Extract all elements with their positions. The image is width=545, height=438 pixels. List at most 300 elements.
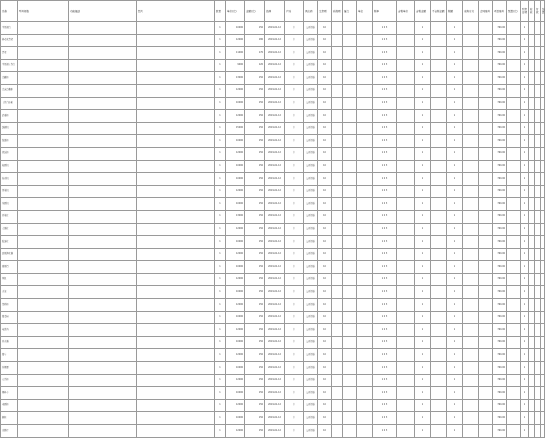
cell-c4: 1 — [521, 299, 529, 312]
cell-c1: 1 — [415, 47, 431, 60]
cell-no: 10 — [318, 210, 332, 223]
cell-empty — [431, 261, 447, 274]
cell-spec — [18, 273, 69, 286]
cell-date: 2019-01-12 — [265, 374, 285, 387]
cell-no: 10 — [318, 22, 332, 35]
cell-c1: 1 — [415, 223, 431, 236]
cell-empty — [463, 59, 479, 72]
cell-empty — [357, 160, 373, 173]
cell-price: 12000 — [226, 185, 245, 198]
cell-empty — [343, 72, 357, 85]
cell-qty: 1 — [215, 412, 226, 425]
cell-empty — [463, 72, 479, 85]
cell-empty — [332, 47, 343, 60]
cell-empty — [507, 185, 521, 198]
cell-mode: 公开招标 — [304, 286, 318, 299]
cell-empty — [541, 349, 545, 362]
cell-empty — [137, 336, 215, 349]
cell-name: 水池 — [1, 286, 18, 299]
cell-c2: 1 — [447, 59, 463, 72]
cell-seq: 1 2 3 — [373, 374, 397, 387]
cell-empty — [397, 110, 415, 123]
cell-empty — [137, 324, 215, 337]
cell-price: 15000 — [226, 122, 245, 135]
cell-no: 10 — [318, 47, 332, 60]
cell-empty — [541, 399, 545, 412]
cell-empty — [541, 387, 545, 400]
cell-empty — [137, 59, 215, 72]
cell-amt: 150 — [245, 185, 265, 198]
cell-empty — [479, 122, 493, 135]
cell-c1: 1 — [415, 97, 431, 110]
cell-empty — [332, 387, 343, 400]
cell-empty — [343, 336, 357, 349]
cell-c4: 1 — [521, 311, 529, 324]
column-header: 验收 — [529, 1, 535, 22]
cell-c3: 760.00 — [493, 22, 507, 35]
cell-empty — [541, 34, 545, 47]
cell-c3: 760.00 — [493, 185, 507, 198]
cell-empty — [479, 336, 493, 349]
cell-spec — [18, 311, 69, 324]
cell-empty — [357, 299, 373, 312]
cell-unit: 个 — [285, 84, 304, 97]
cell-seq: 1 2 3 — [373, 147, 397, 160]
cell-empty — [357, 223, 373, 236]
cell-empty — [463, 34, 479, 47]
cell-spec — [18, 324, 69, 337]
cell-c4: 1 — [521, 412, 529, 425]
cell-price: 12000 — [226, 324, 245, 337]
cell-empty — [137, 210, 215, 223]
cell-no: 10 — [318, 236, 332, 249]
cell-empty — [431, 399, 447, 412]
cell-empty — [332, 34, 343, 47]
cell-empty — [541, 185, 545, 198]
cell-amt: 170 — [245, 47, 265, 60]
cell-qty: 1 — [215, 59, 226, 72]
cell-c2: 1 — [447, 236, 463, 249]
cell-empty — [343, 59, 357, 72]
cell-no: 10 — [318, 173, 332, 186]
cell-empty — [343, 22, 357, 35]
cell-empty — [137, 223, 215, 236]
cell-empty — [431, 248, 447, 261]
table-row — [1, 223, 545, 236]
cell-empty — [397, 210, 415, 223]
cell-empty — [541, 160, 545, 173]
table-row — [1, 261, 545, 274]
cell-unit: 个 — [285, 97, 304, 110]
cell-empty — [332, 22, 343, 35]
cell-empty — [343, 286, 357, 299]
cell-price: 12000 — [226, 34, 245, 47]
cell-spec — [18, 84, 69, 97]
cell-date: 2019-01-12 — [265, 248, 285, 261]
cell-mode: 公开招标 — [304, 248, 318, 261]
cell-empty — [397, 223, 415, 236]
cell-date: 2019-01-12 — [265, 223, 285, 236]
cell-empty — [507, 147, 521, 160]
cell-name: 灭蝇灯 — [1, 425, 18, 438]
cell-empty — [357, 425, 373, 438]
cell-amt: 150 — [245, 324, 265, 337]
cell-empty — [541, 223, 545, 236]
cell-seq: 1 2 3 — [373, 236, 397, 249]
cell-c3: 760.00 — [493, 236, 507, 249]
cell-empty — [507, 336, 521, 349]
cell-desc — [69, 236, 137, 249]
cell-seq: 1 2 3 — [373, 412, 397, 425]
cell-empty — [332, 160, 343, 173]
cell-c4: 1 — [521, 399, 529, 412]
cell-c1: 1 — [415, 311, 431, 324]
table-row — [1, 210, 545, 223]
cell-spec — [18, 336, 69, 349]
cell-unit: 个 — [285, 198, 304, 211]
table-row — [1, 374, 545, 387]
cell-spec — [18, 374, 69, 387]
cell-empty — [541, 47, 545, 60]
cell-c1: 1 — [415, 261, 431, 274]
cell-unit: 个 — [285, 248, 304, 261]
cell-spec — [18, 286, 69, 299]
cell-empty — [463, 311, 479, 324]
cell-empty — [507, 198, 521, 211]
cell-empty — [479, 311, 493, 324]
cell-seq: 1 2 3 — [373, 173, 397, 186]
cell-empty — [357, 362, 373, 375]
cell-empty — [397, 72, 415, 85]
cell-name: 餐车 — [1, 349, 18, 362]
cell-date: 2019-01-12 — [265, 198, 285, 211]
cell-c2: 1 — [447, 374, 463, 387]
cell-mode: 公开招标 — [304, 97, 318, 110]
column-header: 合同编号 — [479, 1, 493, 22]
cell-c4: 1 — [521, 248, 529, 261]
cell-empty — [431, 22, 447, 35]
cell-amt: 150 — [245, 299, 265, 312]
cell-empty — [479, 185, 493, 198]
cell-empty — [397, 135, 415, 148]
cell-qty: 1 — [215, 147, 226, 160]
cell-desc — [69, 362, 137, 375]
cell-unit: 个 — [285, 286, 304, 299]
cell-c3: 760.00 — [493, 273, 507, 286]
cell-unit: 个 — [285, 349, 304, 362]
table-row — [1, 349, 545, 362]
cell-empty — [463, 374, 479, 387]
cell-unit: 个 — [285, 160, 304, 173]
cell-price: 12000 — [226, 84, 245, 97]
cell-mode: 公开招标 — [304, 387, 318, 400]
cell-empty — [343, 374, 357, 387]
column-header: 采购方式 — [463, 1, 479, 22]
cell-c3: 760.00 — [493, 59, 507, 72]
cell-name: 冷藏柜 — [1, 72, 18, 85]
cell-c3: 760.00 — [493, 223, 507, 236]
cell-empty — [137, 72, 215, 85]
cell-qty: 1 — [215, 236, 226, 249]
cell-spec — [18, 198, 69, 211]
cell-c2: 1 — [447, 72, 463, 85]
table-row — [1, 173, 545, 186]
cell-qty: 1 — [215, 22, 226, 35]
cell-empty — [343, 311, 357, 324]
cell-empty — [479, 362, 493, 375]
cell-name: 电饼铛 — [1, 324, 18, 337]
cell-c1: 1 — [415, 110, 431, 123]
cell-empty — [332, 412, 343, 425]
cell-empty — [137, 47, 215, 60]
cell-empty — [431, 374, 447, 387]
cell-desc — [69, 122, 137, 135]
cell-name: 刀具柜 — [1, 374, 18, 387]
cell-empty — [463, 122, 479, 135]
cell-empty — [541, 248, 545, 261]
column-header: 图片 — [137, 1, 215, 22]
cell-name: 蒸饭柜 — [1, 147, 18, 160]
cell-empty — [397, 362, 415, 375]
column-header: 名称 — [1, 1, 18, 22]
cell-empty — [357, 198, 373, 211]
cell-empty — [507, 160, 521, 173]
cell-date: 2019-01-12 — [265, 412, 285, 425]
cell-date: 2019-01-12 — [265, 425, 285, 438]
table-row — [1, 286, 545, 299]
cell-spec — [18, 47, 69, 60]
cell-empty — [343, 399, 357, 412]
cell-c4: 1 — [521, 273, 529, 286]
cell-empty — [397, 286, 415, 299]
cell-date: 2019-01-12 — [265, 22, 285, 35]
cell-empty — [137, 198, 215, 211]
cell-empty — [343, 122, 357, 135]
cell-c4: 1 — [521, 336, 529, 349]
cell-c2: 1 — [447, 84, 463, 97]
cell-c3: 760.00 — [493, 122, 507, 135]
cell-empty — [463, 336, 479, 349]
column-header: 单位 — [357, 1, 373, 22]
cell-seq: 1 2 3 — [373, 122, 397, 135]
cell-empty — [541, 273, 545, 286]
cell-empty — [357, 135, 373, 148]
cell-desc — [69, 374, 137, 387]
cell-empty — [332, 261, 343, 274]
cell-empty — [343, 324, 357, 337]
cell-c2: 1 — [447, 34, 463, 47]
cell-c4: 1 — [521, 34, 529, 47]
cell-empty — [507, 261, 521, 274]
column-header: 不含税金额 — [431, 1, 447, 22]
cell-date: 2019-01-12 — [265, 286, 285, 299]
cell-seq: 1 2 3 — [373, 399, 397, 412]
cell-date: 2019-01-12 — [265, 160, 285, 173]
cell-qty: 1 — [215, 387, 226, 400]
cell-price: 10000 — [226, 336, 245, 349]
column-header: 项目编号 — [493, 1, 507, 22]
table-row — [1, 110, 545, 123]
cell-empty — [463, 349, 479, 362]
cell-name: 开水器 — [1, 336, 18, 349]
table-row — [1, 97, 545, 110]
cell-empty — [332, 299, 343, 312]
cell-mode: 公开招标 — [304, 223, 318, 236]
cell-empty — [357, 261, 373, 274]
cell-empty — [357, 349, 373, 362]
cell-desc — [69, 22, 137, 35]
cell-no: 10 — [318, 311, 332, 324]
cell-desc — [69, 387, 137, 400]
cell-c3: 760.00 — [493, 399, 507, 412]
cell-c2: 1 — [447, 324, 463, 337]
cell-name: 不锈钢台 — [1, 22, 18, 35]
cell-empty — [541, 110, 545, 123]
cell-empty — [463, 412, 479, 425]
cell-empty — [479, 84, 493, 97]
column-header: 含税单价 — [397, 1, 415, 22]
cell-empty — [137, 299, 215, 312]
cell-spec — [18, 248, 69, 261]
cell-no: 10 — [318, 72, 332, 85]
cell-c2: 1 — [447, 425, 463, 438]
cell-empty — [479, 97, 493, 110]
cell-empty — [357, 173, 373, 186]
cell-seq: 1 2 3 — [373, 261, 397, 274]
cell-empty — [479, 236, 493, 249]
cell-c3: 760.00 — [493, 135, 507, 148]
cell-empty — [332, 198, 343, 211]
cell-empty — [343, 248, 357, 261]
cell-empty — [343, 198, 357, 211]
cell-price: 12000 — [226, 425, 245, 438]
cell-empty — [541, 425, 545, 438]
cell-no: 10 — [318, 198, 332, 211]
cell-price: 10000 — [226, 135, 245, 148]
cell-empty — [343, 135, 357, 148]
cell-empty — [357, 72, 373, 85]
cell-qty: 1 — [215, 362, 226, 375]
cell-empty — [332, 236, 343, 249]
cell-empty — [332, 185, 343, 198]
cell-empty — [463, 173, 479, 186]
cell-empty — [397, 299, 415, 312]
cell-empty — [431, 47, 447, 60]
cell-date: 2019-01-12 — [265, 210, 285, 223]
cell-empty — [343, 97, 357, 110]
cell-seq: 1 2 3 — [373, 387, 397, 400]
cell-date: 2019-01-12 — [265, 324, 285, 337]
cell-c3: 760.00 — [493, 324, 507, 337]
cell-no: 10 — [318, 336, 332, 349]
cell-name: 保温柜 — [1, 135, 18, 148]
cell-empty — [507, 210, 521, 223]
cell-price: 12000 — [226, 248, 245, 261]
cell-date: 2019-01-12 — [265, 362, 285, 375]
cell-empty — [507, 84, 521, 97]
cell-spec — [18, 147, 69, 160]
column-header: 税率 — [373, 1, 397, 22]
cell-qty: 1 — [215, 399, 226, 412]
cell-empty — [397, 336, 415, 349]
cell-empty — [463, 425, 479, 438]
table-row — [1, 299, 545, 312]
cell-name: 低汤灶 — [1, 236, 18, 249]
cell-c3: 760.00 — [493, 374, 507, 387]
cell-c2: 1 — [447, 22, 463, 35]
cell-unit: 个 — [285, 22, 304, 35]
cell-c1: 1 — [415, 84, 431, 97]
cell-empty — [507, 425, 521, 438]
cell-price: 12000 — [226, 299, 245, 312]
cell-empty — [357, 210, 373, 223]
cell-empty — [463, 135, 479, 148]
cell-mode: 公开招标 — [304, 362, 318, 375]
cell-no: 10 — [318, 273, 332, 286]
cell-empty — [541, 210, 545, 223]
cell-empty — [431, 198, 447, 211]
cell-empty — [397, 173, 415, 186]
cell-empty — [507, 311, 521, 324]
cell-empty — [463, 248, 479, 261]
cell-empty — [507, 362, 521, 375]
cell-empty — [431, 425, 447, 438]
cell-c4: 1 — [521, 374, 529, 387]
cell-mode: 公开招标 — [304, 349, 318, 362]
cell-empty — [431, 135, 447, 148]
cell-price: 13000 — [226, 72, 245, 85]
cell-no: 10 — [318, 324, 332, 337]
cell-price: 10000 — [226, 198, 245, 211]
cell-empty — [431, 349, 447, 362]
cell-empty — [431, 59, 447, 72]
cell-c1: 1 — [415, 59, 431, 72]
cell-empty — [479, 387, 493, 400]
cell-empty — [343, 223, 357, 236]
cell-empty — [137, 412, 215, 425]
cell-empty — [431, 210, 447, 223]
table-row — [1, 22, 545, 35]
cell-empty — [479, 34, 493, 47]
cell-c4: 1 — [521, 173, 529, 186]
cell-c4: 1 — [521, 425, 529, 438]
cell-seq: 1 2 3 — [373, 185, 397, 198]
cell-empty — [541, 299, 545, 312]
table-row — [1, 122, 545, 135]
cell-empty — [463, 160, 479, 173]
cell-no: 10 — [318, 160, 332, 173]
cell-c1: 1 — [415, 299, 431, 312]
cell-empty — [332, 336, 343, 349]
cell-price: 12000 — [226, 399, 245, 412]
cell-date: 2019-01-12 — [265, 59, 285, 72]
cell-empty — [357, 47, 373, 60]
cell-date: 2019-01-12 — [265, 173, 285, 186]
cell-empty — [397, 273, 415, 286]
cell-qty: 1 — [215, 97, 226, 110]
cell-name: 排烟罩 — [1, 261, 18, 274]
cell-qty: 1 — [215, 311, 226, 324]
column-header: 到货日期 — [521, 1, 529, 22]
column-header: 产地 — [285, 1, 304, 22]
cell-empty — [479, 299, 493, 312]
cell-spec — [18, 135, 69, 148]
cell-desc — [69, 324, 137, 337]
cell-qty: 1 — [215, 135, 226, 148]
cell-c2: 1 — [447, 399, 463, 412]
cell-price: 10000 — [226, 412, 245, 425]
cell-spec — [18, 210, 69, 223]
